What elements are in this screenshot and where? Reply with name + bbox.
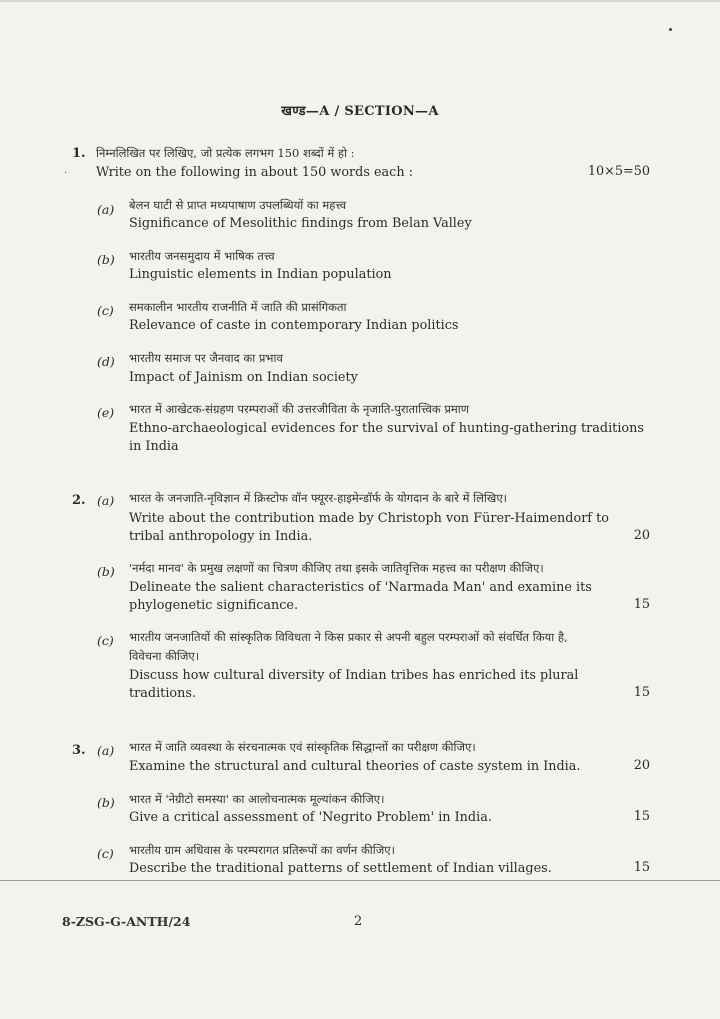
question-number: 3. — [72, 743, 86, 758]
part-hindi: भारतीय जनसमुदाय में भाषिक तत्त्व — [129, 249, 275, 263]
part-label: (a) — [97, 493, 115, 508]
part-english: Significance of Mesolithic findings from Belan Valley — [129, 216, 472, 231]
margin-dot: · — [64, 168, 68, 179]
part-english: phylogenetic significance. — [129, 598, 299, 613]
part-english: Give a critical assessment of 'Negrito Problem' in India. — [129, 810, 492, 825]
question-hindi: निम्नलिखित पर लिखिए, जो प्रत्येक लगभग 150 शब्दों में हो : — [96, 146, 355, 160]
part-label: (b) — [97, 252, 115, 267]
part-english: Examine the structural and cultural theories of caste system in India. — [129, 759, 581, 774]
part-hindi: भारतीय समाज पर जैनवाद का प्रभाव — [129, 351, 283, 365]
part-hindi: विवेचना कीजिए। — [129, 649, 200, 663]
part-label: (c) — [97, 303, 114, 318]
part-hindi: समकालीन भारतीय राजनीति में जाति की प्रासंगिकता — [129, 300, 347, 314]
part-english: Delineate the salient characteristics of 'Narmada Man' and examine its — [129, 580, 592, 595]
part-english: traditions. — [129, 686, 196, 701]
part-marks: 15 — [633, 860, 650, 875]
part-english: Linguistic elements in Indian population — [129, 267, 392, 282]
part-english: Ethno-archaeological evidences for the survival of hunting-gathering traditions — [129, 421, 644, 436]
part-label: (b) — [97, 564, 115, 579]
part-english: Describe the traditional patterns of settlement of Indian villages. — [129, 861, 552, 876]
part-label: (a) — [97, 743, 115, 758]
question-number: 2. — [72, 493, 86, 508]
part-label: (c) — [97, 846, 114, 861]
part-marks: 15 — [633, 809, 650, 824]
part-marks: 15 — [633, 685, 650, 700]
part-english: Write about the contribution made by Christoph von Fürer-Haimendorf to — [129, 511, 609, 526]
page-number: 2 — [354, 914, 363, 929]
part-hindi: भारत में जाति व्यवस्था के संरचनात्मक एवं सांस्कृतिक सिद्धान्तों का परीक्षण कीजिए। — [129, 740, 476, 754]
part-label: (a) — [97, 202, 115, 217]
part-hindi: भारत में आखेटक-संग्रहण परम्पराओं की उत्तरजीविता के नृजाति-पुरातात्त्विक प्रमाण — [129, 402, 470, 416]
part-marks: 15 — [633, 597, 650, 612]
paper-code: 8-ZSG-G-ANTH/24 — [62, 914, 191, 929]
part-english: Discuss how cultural diversity of Indian tribes has enriched its plural — [129, 668, 579, 683]
part-label: (b) — [97, 795, 115, 810]
part-english: in India — [129, 439, 179, 454]
part-label: (e) — [97, 405, 115, 420]
part-english: Relevance of caste in contemporary Indian politics — [129, 318, 459, 333]
question-marks: 10×5=50 — [587, 164, 650, 179]
part-hindi: 'नर्मदा मानव' के प्रमुख लक्षणों का चित्रण कीजिए तथा इसके जातिवृत्तिक महत्त्व का परीक्षण कीजिए। — [129, 561, 544, 575]
part-label: (c) — [97, 633, 114, 648]
question-english: Write on the following in about 150 words each : — [96, 165, 413, 180]
part-hindi: भारत के जनजाति-नृविज्ञान में क्रिस्टोफ वॉन फ्यूरर-हाइमेन्डॉर्फ के योगदान के बारे में लिखिए। — [129, 491, 508, 505]
part-english: tribal anthropology in India. — [129, 529, 313, 544]
question-number: 1. — [72, 146, 86, 161]
part-label: (d) — [97, 354, 115, 369]
part-hindi: भारतीय ग्राम अधिवास के परम्परागत प्रतिरूपों का वर्णन कीजिए। — [129, 843, 395, 857]
top-edge-line — [0, 0, 720, 2]
section-title: खण्ड—A / SECTION—A — [281, 104, 439, 119]
part-hindi: बेलन घाटी से प्राप्त मध्यपाषाण उपलब्धियों का महत्त्व — [129, 198, 347, 212]
part-marks: 20 — [633, 758, 650, 773]
part-english: Impact of Jainism on Indian society — [129, 370, 358, 385]
scan-speck — [669, 28, 672, 31]
part-hindi: भारत में 'नेग्रीटो समस्या' का आलोचनात्मक मूल्यांकन कीजिए। — [129, 792, 385, 806]
footer-rule — [0, 880, 720, 881]
part-marks: 20 — [633, 528, 650, 543]
part-hindi: भारतीय जनजातियों की सांस्कृतिक विविधता ने किस प्रकार से अपनी बहुल परम्पराओं को संवर्धित किया है, — [129, 630, 568, 644]
